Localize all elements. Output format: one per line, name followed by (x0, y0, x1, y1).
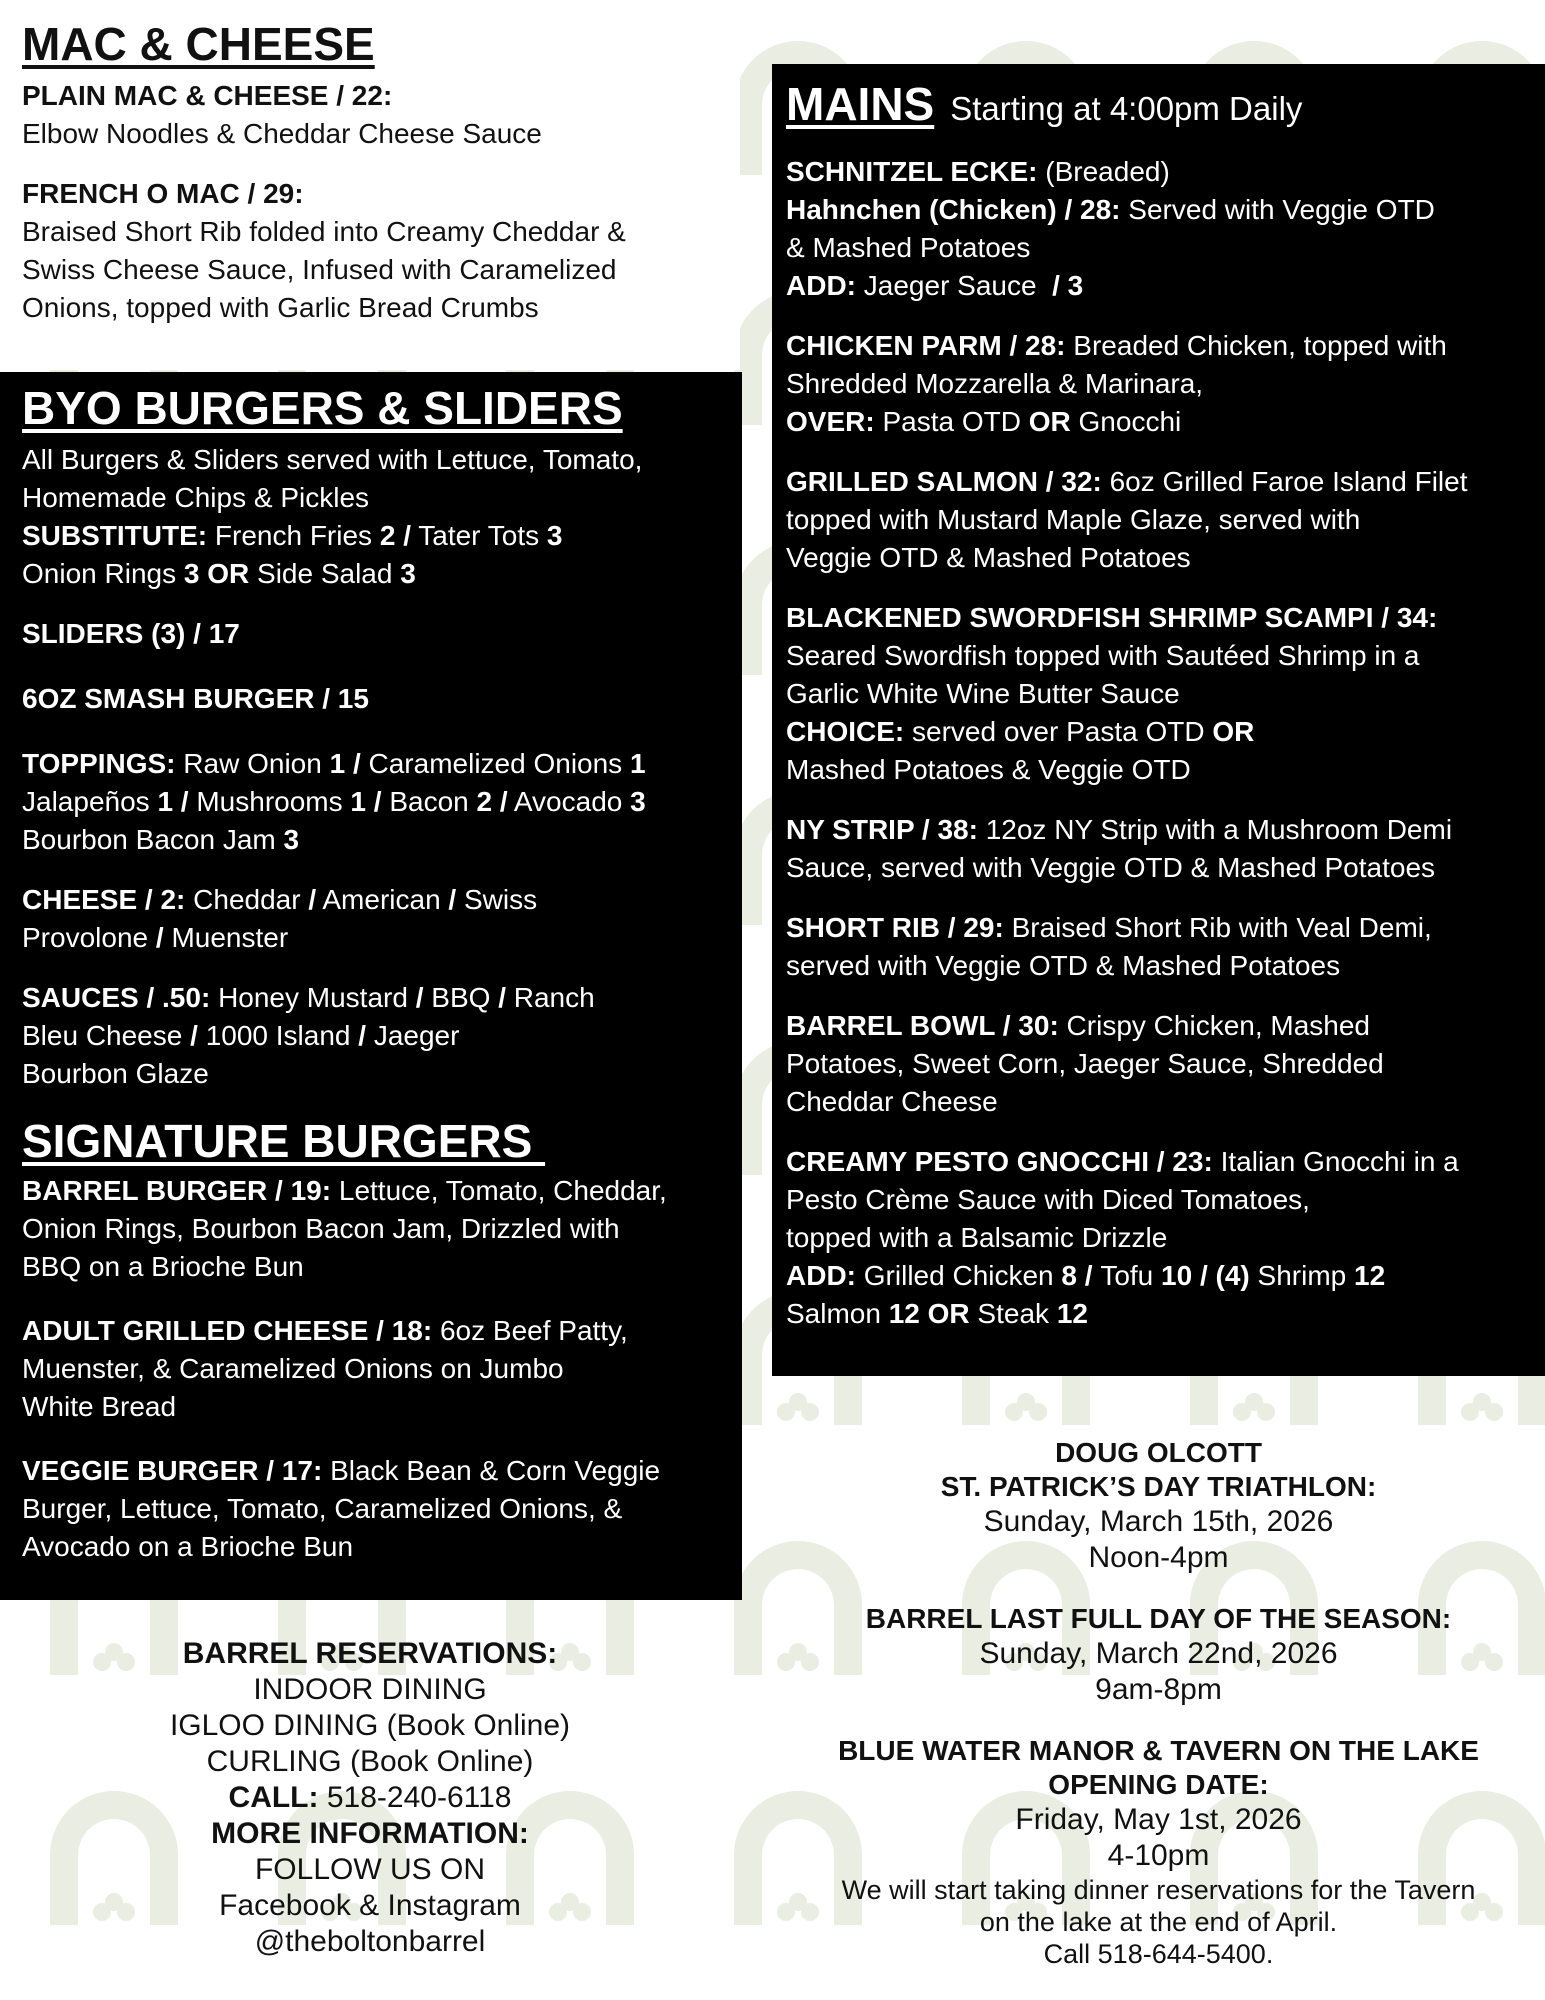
swordfish-line-3: Garlic White Wine Butter Sauce (786, 677, 1180, 709)
chicken-parm-line-2: Shredded Mozzarella & Marinara, (786, 367, 1204, 399)
veggie-burger-line-2: Burger, Lettuce, Tomato, Caramelized Onions, & (22, 1492, 623, 1524)
mains-title: MAINS (786, 78, 935, 130)
blue-water-note-1: We will start taking dinner reservations for the Tavern (841, 1875, 1476, 1905)
blue-water-time: 4-10pm (1107, 1839, 1210, 1872)
byo-substitute-line-2: Onion Rings 3 OR Side Salad 3 (22, 557, 416, 589)
schnitzel-line-1: SCHNITZEL ECKE: (Breaded) (786, 155, 1170, 187)
mains-subtitle: Starting at 4:00pm Daily (950, 90, 1303, 127)
short-rib-line-2: served with Veggie OTD & Mashed Potatoes (786, 949, 1341, 981)
barrel-bowl-line-2: Potatoes, Sweet Corn, Jaeger Sauce, Shredded (786, 1047, 1384, 1079)
triathlon-heading-1: DOUG OLCOTT (1055, 1437, 1262, 1468)
plain-mac-name: PLAIN MAC & CHEESE / 22: (22, 79, 393, 111)
last-day-heading: BARREL LAST FULL DAY OF THE SEASON: (865, 1603, 1452, 1634)
reservations-line-2: IGLOO DINING (Book Online) (169, 1709, 571, 1742)
barrel-burger-line-2: Onion Rings, Bourbon Bacon Jam, Drizzled with (22, 1212, 620, 1244)
triathlon-date: Sunday, March 15th, 2026 (983, 1505, 1334, 1538)
swordfish-choice-line: CHOICE: served over Pasta OTD OR (786, 715, 1255, 747)
sauces-line-2: Bleu Cheese / 1000 Island / Jaeger (22, 1019, 460, 1051)
toppings-line-2: Jalapeños 1 / Mushrooms 1 / Bacon 2 / Avocado 3 (22, 785, 646, 817)
adult-grilled-cheese-line-2: Muenster, & Caramelized Onions on Jumbo (22, 1352, 564, 1384)
sauces-line-3: Bourbon Glaze (22, 1057, 209, 1089)
schnitzel-add-line: ADD: Jaeger Sauce / 3 (786, 269, 1084, 301)
sauces-line-1: SAUCES / .50: Honey Mustard / BBQ / Ranch (22, 981, 595, 1013)
plain-mac-desc: Elbow Noodles & Cheddar Cheese Sauce (22, 117, 542, 149)
toppings-line-3: Bourbon Bacon Jam 3 (22, 823, 300, 855)
more-info-handle: @theboltonbarrel (254, 1925, 486, 1958)
french-o-mac-name: FRENCH O MAC / 29: (22, 177, 304, 209)
grilled-salmon-line-2: topped with Mustard Maple Glaze, served with (786, 503, 1361, 535)
grilled-salmon-line-3: Veggie OTD & Mashed Potatoes (786, 541, 1191, 573)
schnitzel-line-2: Hahnchen (Chicken) / 28: Served with Veggie OTD (786, 193, 1435, 225)
swordfish-line-5: Mashed Potatoes & Veggie OTD (786, 753, 1191, 785)
reservations-heading: BARREL RESERVATIONS: (182, 1637, 558, 1670)
swordfish-name: BLACKENED SWORDFISH SHRIMP SCAMPI / 34: (786, 601, 1438, 633)
swordfish-line-2: Seared Swordfish topped with Sautéed Shrimp in a (786, 639, 1420, 671)
chicken-parm-line-1: CHICKEN PARM / 28: Breaded Chicken, topped with (786, 329, 1447, 361)
mac-and-cheese-section (0, 18, 740, 370)
blue-water-note-3: Call 518-644-5400. (1043, 1939, 1274, 1969)
more-info-line-1: FOLLOW US ON (254, 1853, 486, 1886)
sliders-item: SLIDERS (3) / 17 (22, 617, 240, 649)
mains-panel (772, 64, 1545, 1376)
ny-strip-line-2: Sauce, served with Veggie OTD & Mashed Potatoes (786, 851, 1436, 883)
barrel-bowl-line-1: BARREL BOWL / 30: Crispy Chicken, Mashed (786, 1009, 1371, 1041)
reservations-call: CALL: 518-240-6118 (228, 1781, 512, 1814)
french-o-mac-desc-1: Braised Short Rib folded into Creamy Cheddar & (22, 215, 626, 247)
toppings-line-1: TOPPINGS: Raw Onion 1 / Caramelized Onions 1 (22, 747, 646, 779)
pesto-gnocchi-line-2: Pesto Crème Sauce with Diced Tomatoes, (786, 1183, 1310, 1215)
byo-intro-2: Homemade Chips & Pickles (22, 481, 370, 513)
mac-and-cheese-title: MAC & CHEESE (22, 18, 375, 70)
veggie-burger-line-3: Avocado on a Brioche Bun (22, 1530, 354, 1562)
reservations-section (110, 1636, 630, 1966)
pesto-gnocchi-add-line-2: Salmon 12 OR Steak 12 (786, 1297, 1088, 1329)
blue-water-heading-2: OPENING DATE: (1048, 1769, 1269, 1800)
more-info-heading: MORE INFORMATION: (211, 1817, 529, 1850)
byo-burgers-title: BYO BURGERS & SLIDERS (22, 382, 623, 434)
french-o-mac-desc-2: Swiss Cheese Sauce, Infused with Caramelized (22, 253, 617, 285)
triathlon-heading-2: ST. PATRICK’S DAY TRIATHLON: (940, 1471, 1377, 1502)
barrel-bowl-line-3: Cheddar Cheese (786, 1085, 998, 1117)
byo-intro-1: All Burgers & Sliders served with Lettuce, Tomato, (22, 443, 643, 475)
blue-water-heading-1: BLUE WATER MANOR & TAVERN ON THE LAKE (838, 1735, 1479, 1766)
last-day-time: 9am-8pm (1095, 1673, 1222, 1706)
pesto-gnocchi-line-1: CREAMY PESTO GNOCCHI / 23: Italian Gnocchi in a (786, 1145, 1459, 1177)
chicken-parm-over-line: OVER: Pasta OTD OR Gnocchi (786, 405, 1182, 437)
blue-water-date: Friday, May 1st, 2026 (1015, 1803, 1302, 1836)
last-day-date: Sunday, March 22nd, 2026 (979, 1637, 1338, 1670)
pesto-gnocchi-line-3: topped with a Balsamic Drizzle (786, 1221, 1168, 1253)
reservations-line-1: INDOOR DINING (253, 1673, 487, 1706)
barrel-burger-line-3: BBQ on a Brioche Bun (22, 1250, 304, 1282)
events-section (772, 1436, 1545, 1976)
pesto-gnocchi-add-line: ADD: Grilled Chicken 8 / Tofu 10 / (4) Shrimp 12 (786, 1259, 1386, 1291)
ny-strip-line-1: NY STRIP / 38: 12oz NY Strip with a Mushroom Demi (786, 813, 1453, 845)
blue-water-note-2: on the lake at the end of April. (979, 1907, 1338, 1937)
smash-burger-item: 6OZ SMASH BURGER / 15 (22, 682, 369, 714)
cheese-line-2: Provolone / Muenster (22, 921, 289, 953)
adult-grilled-cheese-line-1: ADULT GRILLED CHEESE / 18: 6oz Beef Patty, (22, 1314, 628, 1346)
byo-substitute-line-1: SUBSTITUTE: French Fries 2 / Tater Tots 3 (22, 519, 563, 551)
barrel-burger-line-1: BARREL BURGER / 19: Lettuce, Tomato, Cheddar, (22, 1174, 667, 1206)
adult-grilled-cheese-line-3: White Bread (22, 1390, 177, 1422)
triathlon-time: Noon-4pm (1088, 1541, 1229, 1574)
veggie-burger-line-1: VEGGIE BURGER / 17: Black Bean & Corn Veggie (22, 1454, 661, 1486)
cheese-line-1: CHEESE / 2: Cheddar / American / Swiss (22, 883, 538, 915)
short-rib-line-1: SHORT RIB / 29: Braised Short Rib with Veal Demi, (786, 911, 1432, 943)
reservations-line-3: CURLING (Book Online) (206, 1745, 534, 1778)
schnitzel-line-3: & Mashed Potatoes (786, 231, 1031, 263)
signature-burgers-title: SIGNATURE BURGERS (22, 1114, 546, 1167)
more-info-line-2: Facebook & Instagram (219, 1889, 521, 1922)
grilled-salmon-line-1: GRILLED SALMON / 32: 6oz Grilled Faroe Island Filet (786, 465, 1468, 497)
burgers-panel (0, 372, 742, 1600)
french-o-mac-desc-3: Onions, topped with Garlic Bread Crumbs (22, 291, 539, 323)
